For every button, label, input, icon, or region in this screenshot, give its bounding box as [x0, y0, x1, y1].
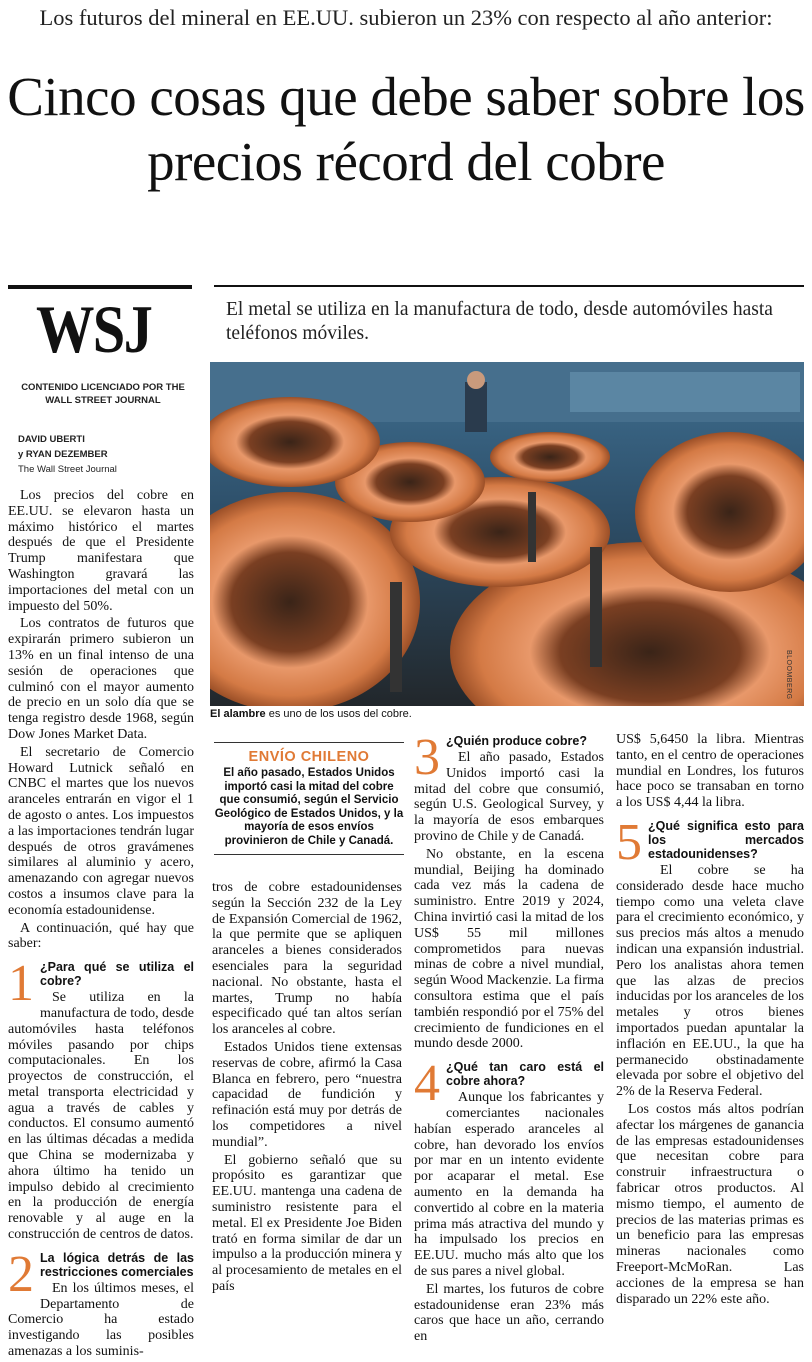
- question-4: [414, 1055, 604, 1280]
- paragraph: tros de cobre estadounidenses según la Sección 232 de la Ley de Expansión Comercial de 1962, la que permite que se apliquen aranceles a bienes considerados esenciales para la seguridad nacional. No obstante, hasta el martes, Trump no había especificado qué tan altos serían los aranceles al cobre.: [212, 880, 402, 1038]
- paragraph: El martes, los futuros de cobre estadounidense eran 23% más caros que hace un año, cerrando en: [414, 1281, 604, 1345]
- divider: [214, 742, 404, 743]
- paragraph: Se utiliza en la manufactura de todo, desde automóviles hasta teléfonos móviles pasando por chips computacionales. En los proyectos de construcción, el metal transporta electricidad y agua a través de cables y conductos. El consumo aumentó en las últimas décadas a medida que China se modernizaba y ahora último ha tenido un impulso debido al crecimiento en la producción de energía renovable y al auge en la construcción de centros de datos.: [8, 990, 194, 1243]
- paragraph: El gobierno señaló que su propósito es garantizar que EE.UU. mantenga una cadena de suministro resistente para el metal. El ex Presidente Joe Biden trató en forma similar de dar un impulso a la producción minera y al procesamiento de metales en el país: [212, 1152, 402, 1294]
- author-org: The Wall Street Journal: [18, 464, 117, 475]
- license-note: CONTENIDO LICENCIADO POR THE WALL STREET JOURNAL: [21, 382, 185, 406]
- question-number: 4: [414, 1055, 440, 1113]
- copper-wire-photo: [210, 362, 804, 706]
- divider: [214, 854, 404, 855]
- question-heading: ¿Qué significa esto para los mercados estadounidenses?: [648, 818, 804, 861]
- byline: [18, 432, 117, 477]
- sidebar-box: [214, 742, 404, 855]
- paragraph: US$ 5,6450 la libra. Mientras tanto, en el centro de operaciones mundial en Londres, los futuros hace poco se transaban en torno a los US$ 4,44 la libra.: [616, 732, 804, 811]
- sidebar-title: ENVÍO CHILENO: [248, 749, 370, 765]
- question-heading: ¿Para qué se utiliza el cobre?: [40, 960, 194, 989]
- paragraph: Aunque los fabricantes y comerciantes nacionales habían esperado aranceles al cobre, han devorado los envíos por mar en un intento evidente por acaparar el metal. Ese aumento en la demanda ha convertido al cobre en la materia prima más atractiva del mundo y ha impulsado los precios en EE.UU. mucho más alto que los de sus pares a nivel global.: [414, 1090, 604, 1279]
- question-heading: La lógica detrás de las restricciones comerciales: [40, 1250, 194, 1279]
- photo-caption: [210, 708, 412, 720]
- kicker: Los futuros del mineral en EE.UU. subieron un 23% con respecto al año anterior:: [39, 5, 773, 30]
- paragraph: Los costos más altos podrían afectar los márgenes de ganancia de las empresas estadounidenses que necesitan cobre para construir infraestructura o fabricar otros productos. Al mismo tiempo, el aumento de precios de las materias primas es un beneficio para las empresas mineras nacionales como Freeport-McMoRan. Las acciones de la empresa se han disparado un 22% este año.: [616, 1101, 804, 1307]
- caption-bold: El alambre: [210, 708, 266, 720]
- headline: Cinco cosas que debe saber sobre los precios récord del cobre: [7, 66, 805, 192]
- paragraph: A continuación, qué hay que saber:: [8, 920, 194, 952]
- deck: El metal se utiliza en la manufactura de todo, desde automóviles hasta teléfonos móviles.: [226, 299, 773, 344]
- author-1: DAVID UBERTI: [18, 434, 85, 445]
- paragraph: El cobre se ha considerado desde hace mucho tiempo como una veleta clave para el crecimiento económico, y sus precios más altos a menudo indican una expansión industrial. Pero los analistas ahora temen que las alzas de precios inducidas por los aranceles de los metales y otros bienes importados puedan apuntalar la inflación en EE.UU., la que ha permanecido obstinadamente elevada por sobre el objetivo del 2% de la Reserva Federal.: [616, 862, 804, 1100]
- question-number: 5: [616, 813, 642, 871]
- right-rule: [214, 285, 804, 287]
- paragraph: El secretario de Comercio Howard Lutnick señaló en CNBC el martes que los nuevos aranceles entrarán en vigor el 1 de agosto o antes. Los impuestos a las importaciones tendrán lugar después de otros gravámenes similares al aluminio y acero, amenazando con agregar nuevos costos a insumos clave para la economía estadounidense.: [8, 744, 194, 918]
- question-2: [8, 1245, 194, 1360]
- wsj-logo: WSJ: [36, 291, 152, 367]
- paragraph: No obstante, en la escena mundial, Beijing ha dominado cada vez más la cadena de suministro. Entre 2019 y 2024, China invirtió casi la mitad de los US$ 55 mil millones comprometidos para nuevas minas de cobre a nivel mundial, según Wood Mackenzie. La firma consultora estima que el país también respondió por el 75% del crecimiento de fundiciones en el mundo desde 2000.: [414, 846, 604, 1052]
- paragraph: Los contratos de futuros que expirarán primero subieron un 13% en un final intenso de una sesión de operaciones que culminó con el mayor aumento de precio en un solo día que se tenga registro desde 1968, según Dow Jones Market Data.: [8, 616, 194, 742]
- question-heading: ¿Quién produce cobre?: [446, 734, 587, 748]
- left-rule: [8, 285, 192, 289]
- question-number: 1: [8, 955, 34, 1013]
- paragraph: Estados Unidos tiene extensas reservas de cobre, afirmó la Casa Blanca en febrero, pero “nuestra capacidad de fundición y refinación está muy por detrás de los competidores a nivel mundial”.: [212, 1039, 402, 1150]
- paragraph: El año pasado, Estados Unidos importó casi la mitad del cobre que consumió, según U.S. Geological Survey, y la mayoría de esos embarques provino de Chile y de Canadá.: [414, 750, 604, 844]
- paragraph: En los últimos meses, el Departamento de Comercio ha estado investigando las posibles amenazas a los suminis-: [8, 1280, 194, 1360]
- column-2: [212, 880, 402, 1297]
- column-4: [616, 732, 804, 1309]
- copper-coils-illustration: [210, 362, 804, 706]
- column-3: [414, 729, 604, 1347]
- question-5: [616, 813, 804, 1100]
- author-2: y RYAN DEZEMBER: [18, 449, 108, 460]
- question-heading: ¿Qué tan caro está el cobre ahora?: [446, 1060, 604, 1089]
- paragraph: Los precios del cobre en EE.UU. se elevaron hasta un máximo histórico el martes después de que el Presidente Trump manifestara que Washington gravará las importaciones del metal con un impuesto del 50%.: [8, 488, 194, 614]
- question-1: [8, 955, 194, 1243]
- photo-credit: BLOOMBERG: [785, 650, 792, 700]
- caption-text: es uno de los usos del cobre.: [265, 708, 412, 720]
- question-3: [414, 729, 604, 845]
- column-1: [8, 488, 194, 1362]
- sidebar-text: El año pasado, Estados Unidos importó casi la mitad del cobre que consumió, según el Servicio Geológico de Estados Unidos, y la mayoría de esos envíos provinieron de Chile y Canadá.: [214, 767, 404, 847]
- question-number: 2: [8, 1245, 34, 1303]
- question-number: 3: [414, 729, 440, 786]
